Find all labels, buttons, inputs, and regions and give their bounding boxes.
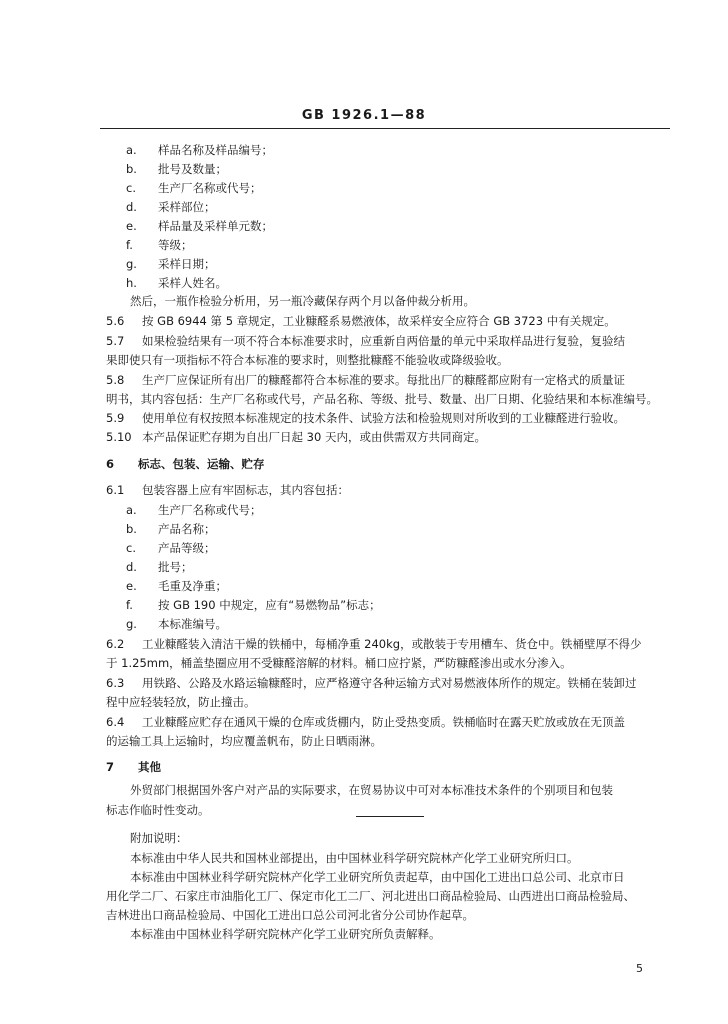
appendix-paragraph-continued: 用化学二厂、石家庄市油脂化工厂、保定市化工二厂、河北进出口商品检验局、山西进出口商品检验局、 <box>106 889 635 903</box>
appendix-paragraph: 本标准由中国林业科学研究院林产化学工业研究所负责起草，由中国化工进出口总公司、北京市日 <box>130 870 625 884</box>
clause-5-8: 5.8 生产厂应保证所有出厂的糠醛都符合本标准的要求。每批出厂的糠醛都应附有一定格式的质量证 <box>106 373 625 387</box>
list-item: d. 批号； <box>126 560 193 574</box>
section-7-paragraph: 外贸部门根据国外客户对产品的实际要求，在贸易协议中可对本标准技术条件的个别项目和包装 <box>130 783 613 797</box>
header-rule <box>100 128 670 129</box>
clause-6-4-continued: 的运输工具上运输时，均应覆盖帆布，防止日晒雨淋。 <box>106 734 382 748</box>
list-item: f. 按 GB 190 中规定，应有“易燃物品”标志； <box>126 598 381 612</box>
list-item: d. 采样部位； <box>126 200 216 214</box>
clause-6-1: 6.1 包装容器上应有牢固标志，其内容包括： <box>106 483 349 497</box>
clause-6-2-continued: 于 1.25mm，桶盖垫圈应用不受糠醛溶解的材料。桶口应拧紧，严防糠醛渗出或水分渗入。 <box>106 656 572 670</box>
paragraph: 然后，一瓶作检验分析用，另一瓶冷藏保存两个月以备仲裁分析用。 <box>130 294 475 308</box>
divider <box>356 816 424 817</box>
appendix-title: 附加说明： <box>130 831 188 845</box>
clause-5-9: 5.9 使用单位有权按照本标准规定的技术条件、试验方法和检验规则对所收到的工业糠醛进行验收。 <box>106 411 625 425</box>
list-item: b. 批号及数量； <box>126 162 227 176</box>
clause-6-3: 6.3 用铁路、公路及水路运输糠醛时，应严格遵守各种运输方式对易燃液体所作的规定。铁桶在装卸过 <box>106 676 637 690</box>
clause-6-4: 6.4 工业糠醛应贮存在通风干燥的仓库或货棚内，防止受热变质。铁桶临时在露天贮放或放在无顶盖 <box>106 715 625 729</box>
list-item: a. 生产厂名称或代号； <box>126 503 262 517</box>
list-item: e. 样品量及采样单元数； <box>126 219 273 233</box>
list-item: g. 采样日期； <box>126 257 216 271</box>
clause-6-2: 6.2 工业糠醛装入清洁干燥的铁桶中，每桶净重 240kg，或散装于专用槽车、货仓中。铁桶壁厚不得少 <box>106 637 642 651</box>
clause-5-6: 5.6 按 GB 6944 第 5 章规定，工业糠醛系易燃液体，故采样安全应符合 GB 3723 中有关规定。 <box>106 314 616 328</box>
section-6-heading: 6 标志、包装、运输、贮存 <box>106 457 265 471</box>
clause-5-7: 5.7 如果检验结果有一项不符合本标准要求时，应重新自两倍量的单元中采取样品进行复验，复验结 <box>106 334 625 348</box>
section-7-paragraph-continued: 标志作临时性变动。 <box>106 803 210 817</box>
page-header: GB 1926.1—88 <box>301 108 427 123</box>
list-item: e. 毛重及净重； <box>126 579 227 593</box>
section-7-heading: 7 其他 <box>106 760 161 774</box>
clause-6-3-continued: 程中应轻装轻放，防止撞击。 <box>106 695 256 709</box>
list-item: c. 产品等级； <box>126 541 216 555</box>
appendix-paragraph: 本标准由中国林业科学研究院林产化学工业研究所负责解释。 <box>130 927 441 941</box>
list-item: b. 产品名称； <box>126 522 216 536</box>
appendix-paragraph-continued: 吉林进出口商品检验局、中国化工进出口总公司河北省分公司协作起草。 <box>106 908 474 922</box>
list-item: g. 本标准编号。 <box>126 617 227 631</box>
list-item: h. 采样人姓名。 <box>126 276 227 290</box>
list-item: f. 等级； <box>126 238 193 252</box>
clause-5-8-continued: 明书，其内容包括：生产厂名称或代号，产品名称、等级、批号、数量、出厂日期、化验结果和本标准编号。 <box>106 392 658 406</box>
list-item: c. 生产厂名称或代号； <box>126 181 262 195</box>
clause-5-10: 5.10 本产品保证贮存期为自出厂日起 30 天内，或由供需双方共同商定。 <box>106 430 486 444</box>
appendix-paragraph: 本标准由中华人民共和国林业部提出，由中国林业科学研究院林产化学工业研究所归口。 <box>130 851 579 865</box>
page-number: 5 <box>636 962 643 975</box>
clause-5-7-continued: 果即使只有一项指标不符合本标准的要求时，则整批糠醛不能验收或降级验收。 <box>106 353 509 367</box>
list-item: a. 样品名称及样品编号； <box>126 143 273 157</box>
